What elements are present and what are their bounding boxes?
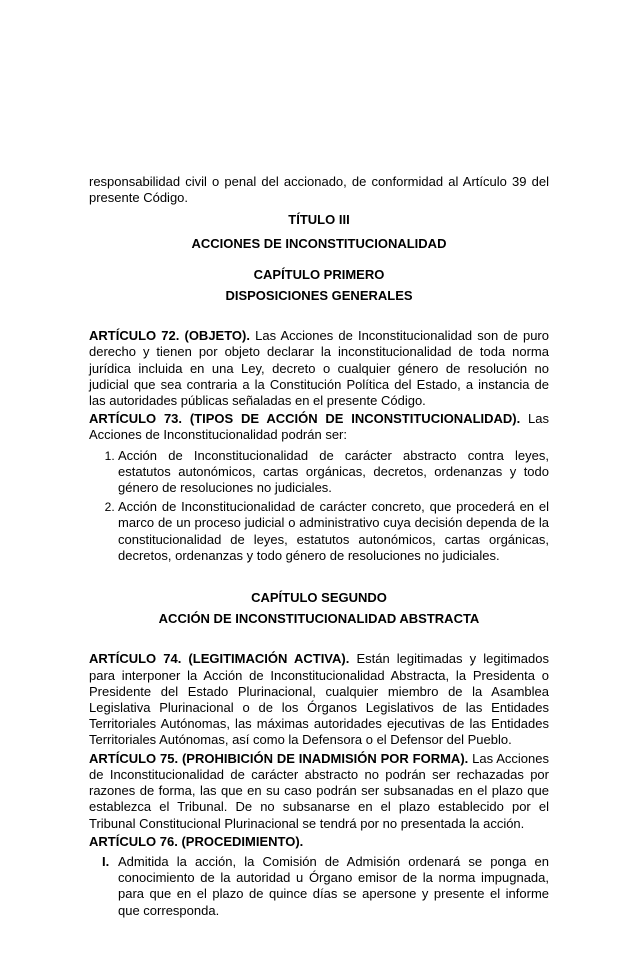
article-74-heading: ARTÍCULO 74. (LEGITIMACIÓN ACTIVA). (89, 651, 350, 667)
list-item (89, 854, 549, 919)
list-item-text: Admitida la acción, la Comisión de Admisión ordenará se ponga en conocimiento de la autoridad u Órgano emisor de la norma impugnada, para que en el plazo de quince días se apersone y presente el informe que corresponda. (118, 853, 549, 918)
roman-numeral: I. (102, 853, 110, 869)
article-73-text: Las Acciones de Inconstitucionalidad podrán ser: (89, 411, 549, 443)
article-76 (89, 834, 549, 850)
article-76-heading: ARTÍCULO 76. (PROCEDIMIENTO). (89, 833, 304, 849)
capitulo-primero-label: CAPÍTULO PRIMERO (253, 266, 385, 282)
article-74 (89, 651, 549, 748)
intro-paragraph: responsabilidad civil o penal del accionado, de conformidad al Artículo 39 del presente Código. (89, 174, 549, 206)
article-73 (89, 411, 549, 443)
document-body (89, 174, 549, 919)
article-73-list (89, 448, 549, 564)
capitulo-segundo-name: ACCIÓN DE INCONSTITUCIONALIDAD ABSTRACTA (158, 611, 480, 627)
capitulo-primero-name: DISPOSICIONES GENERALES (225, 288, 413, 304)
article-72-heading: ARTÍCULO 72. (OBJETO). (89, 328, 250, 344)
titulo-name: ACCIONES DE INCONSTITUCIONALIDAD (191, 235, 447, 251)
article-75 (89, 751, 549, 832)
capitulo-segundo-label: CAPÍTULO SEGUNDO (251, 590, 387, 606)
titulo-label: TÍTULO III (288, 212, 350, 228)
list-item: 1. Acción de Inconstitucionalidad de carácter abstracto contra leyes, estatutos autonómicos, cartas orgánicas, decretos, ordenanzas y todo género de resoluciones no judiciales. (118, 448, 549, 497)
article-72 (89, 328, 549, 409)
article-72-text: Las Acciones de Inconstitucionalidad son de puro derecho y tienen por objeto declarar la inconstitucionalidad de toda norma jurídica incluida en una Ley, decreto o cualquier género de resolución no judicial que sea contraria a la Constitución Política del Estado, a instancia de las autoridades públicas señaladas en el presente Código. (89, 328, 549, 409)
article-75-text: Las Acciones de Inconstitucionalidad de carácter abstracto no podrán ser rechazadas por razones de forma, las que en su caso podrán ser subsanadas en el plazo que establezca el Tribunal. De no subsanarse en el plazo establecido por el Tribunal Constitucional Plurinacional se tendrá por no presentada la acción. (89, 750, 549, 831)
article-73-heading: ARTÍCULO 73. (TIPOS DE ACCIÓN DE INCONSTITUCIONALIDAD). (89, 411, 521, 427)
article-75-heading: ARTÍCULO 75. (PROHIBICIÓN DE INADMISIÓN POR FORMA). (89, 750, 469, 766)
article-76-list (89, 854, 549, 919)
list-item: 2. Acción de Inconstitucionalidad de carácter concreto, que procederá en el marco de un proceso judicial o administrativo cuya decisión dependa de la constitucionalidad de leyes, estatutos autonómicos, cartas orgánicas, decretos, ordenanzas y todo género de resoluciones no judiciales. (118, 499, 549, 564)
article-74-text: Están legitimadas y legitimados para interponer la Acción de Inconstitucionalidad Abstracta, la Presidenta o Presidente del Estado Plurinacional, cualquier miembro de la Asamblea Legislativa Plurinacional o de los Órganos Legislativos de las Entidades Territoriales Autónomas, las máximas autoridades ejecutivas de las Entidades Territoriales Autónomas, así como la Defensora o el Defensor del Pueblo. (89, 651, 549, 748)
